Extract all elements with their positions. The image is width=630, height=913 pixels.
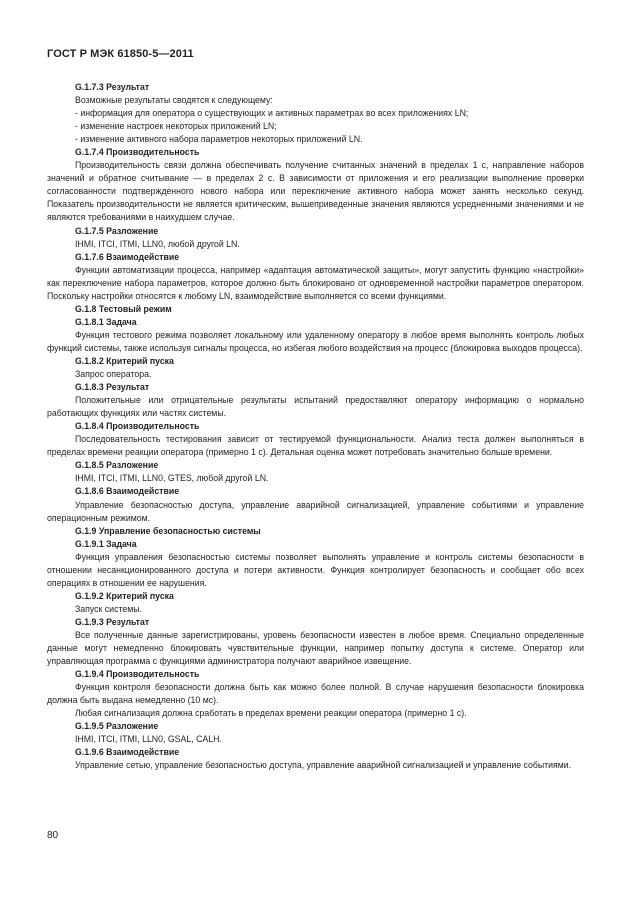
- paragraph: IHMI, ITCI, ITMI, LLN0, GTES, любой другой LN.: [75, 473, 269, 484]
- paragraph: - информация для оператора о существующих и активных параметрах во всех приложениях LN;: [75, 108, 469, 119]
- paragraph: IHMI, ITCI, ITMI, LLN0, любой другой LN.: [75, 238, 240, 249]
- section-heading: G.1.7.3 Результат: [75, 82, 150, 92]
- paragraph: Функции автоматизации процесса, например «адаптация автоматической защиты», могут запустить функцию «настройки» как переключение набора параметров, которое должно быть блокировано от одновременной настройки параметров оператором. Поскольку настройки относятся к любому LN, взаимодействие выполняется со всеми функциями.: [47, 264, 584, 301]
- paragraph: - изменение настроек некоторых приложений LN;: [75, 121, 277, 132]
- section-heading: G.1.9.4 Производительность: [75, 669, 200, 680]
- paragraph: Все полученные данные зарегистрированы, уровень безопасности известен в любое время. Специально определенные данные могут немедленно блокировать чувствительные функции, например попытку доступа к системе. Оператор или управляющая программа с функциями администратора получают аварийное извещение.: [47, 629, 584, 667]
- section-heading: G.1.8 Тестовый режим: [75, 303, 172, 314]
- paragraph: Запуск системы.: [75, 603, 142, 614]
- section-heading: G.1.7.6 Взаимодействие: [75, 251, 180, 262]
- document-body: [47, 81, 584, 772]
- paragraph: Запрос оператора.: [75, 369, 152, 380]
- paragraph: Управление сетью, управление безопасностью доступа, управление аварийной сигнализацией и управление событиями.: [75, 760, 572, 771]
- paragraph: Функция контроля безопасности должна быть как можно более полной. В случае нарушения безопасности блокировка должна быть выдана немедленно (10 мс).: [47, 682, 584, 706]
- paragraph: Управление безопасностью доступа, управление аварийной сигнализацией, управление событиями и управление операционным режимом.: [47, 499, 584, 523]
- section-heading: G.1.9.3 Результат: [75, 616, 150, 627]
- paragraph: Положительные или отрицательные результаты испытаний предоставляют оператору информацию о нормально работающих функциях или частях системы.: [47, 395, 584, 419]
- section-heading: G.1.9.5 Разложение: [75, 721, 159, 732]
- paragraph: Функция управления безопасностью системы позволяет выполнять управление и контроль системы безопасности в отношении несанкционированного доступа и потери активности. Функция контролирует безопасность и сообщает обо всех операциях в отношении ее нарушения.: [47, 551, 584, 588]
- section-heading: G.1.9.6 Взаимодействие: [75, 747, 180, 758]
- section-heading: G.1.8.4 Производительность: [75, 421, 200, 432]
- section-heading: G.1.8.2 Критерий пуска: [75, 355, 174, 366]
- paragraph: - изменение активного набора параметров некоторых приложений LN.: [75, 134, 363, 145]
- section-heading: G.1.9.2 Критерий пуска: [75, 590, 174, 601]
- section-heading: G.1.8.5 Разложение: [75, 460, 159, 471]
- paragraph: Функция тестового режима позволяет локальному или удаленному оператору в любое время выполнять контроль любых функций системы, также используя сигналы процесса, но избегая любого воздействия на процесс (блокировка выходов процесса).: [47, 329, 584, 353]
- paragraph: Возможные результаты сводятся к следующему:: [75, 95, 273, 106]
- section-heading: G.1.7.5 Разложение: [75, 225, 159, 236]
- section-heading: G.1.8.1 Задача: [75, 316, 137, 327]
- section-heading: G.1.8.6 Взаимодействие: [75, 486, 180, 497]
- paragraph: Последовательность тестирования зависит от тестируемой функциональности. Анализ теста должен выполняться в пределах времени реакции оператора (примерно 1 с). Детальная оценка может потребовать значительно больше времени.: [47, 434, 584, 458]
- section-heading: G.1.9 Управление безопасностью системы: [75, 525, 261, 536]
- section-heading: G.1.9.1 Задача: [75, 538, 137, 549]
- paragraph: Любая сигнализация должна сработать в пределах времени реакции оператора (примерно 1 с).: [75, 708, 467, 719]
- document-header: ГОСТ Р МЭК 61850-5—2011: [47, 48, 194, 60]
- section-heading: G.1.7.4 Производительность: [75, 147, 200, 158]
- paragraph: IHMI, ITCI, ITMI, LLN0, GSAL, CALH.: [75, 734, 222, 745]
- page-number: 80: [47, 830, 59, 841]
- paragraph: Производительность связи должна обеспечивать получение считанных значений в пределах 1 с, направление наборов значений и обратное считывание — в пределах 2 с. В зависимости от приложения и его реализации выполнение проверки согласованности подтвержденного нового набора или переключение активного набора может занять несколько секунд. Показатель производительности не является критическим, вышеприведенные значения являются усредненными значениями и не являются требованиями в наихудшем случае.: [47, 160, 584, 223]
- section-heading: G.1.8.3 Результат: [75, 382, 150, 393]
